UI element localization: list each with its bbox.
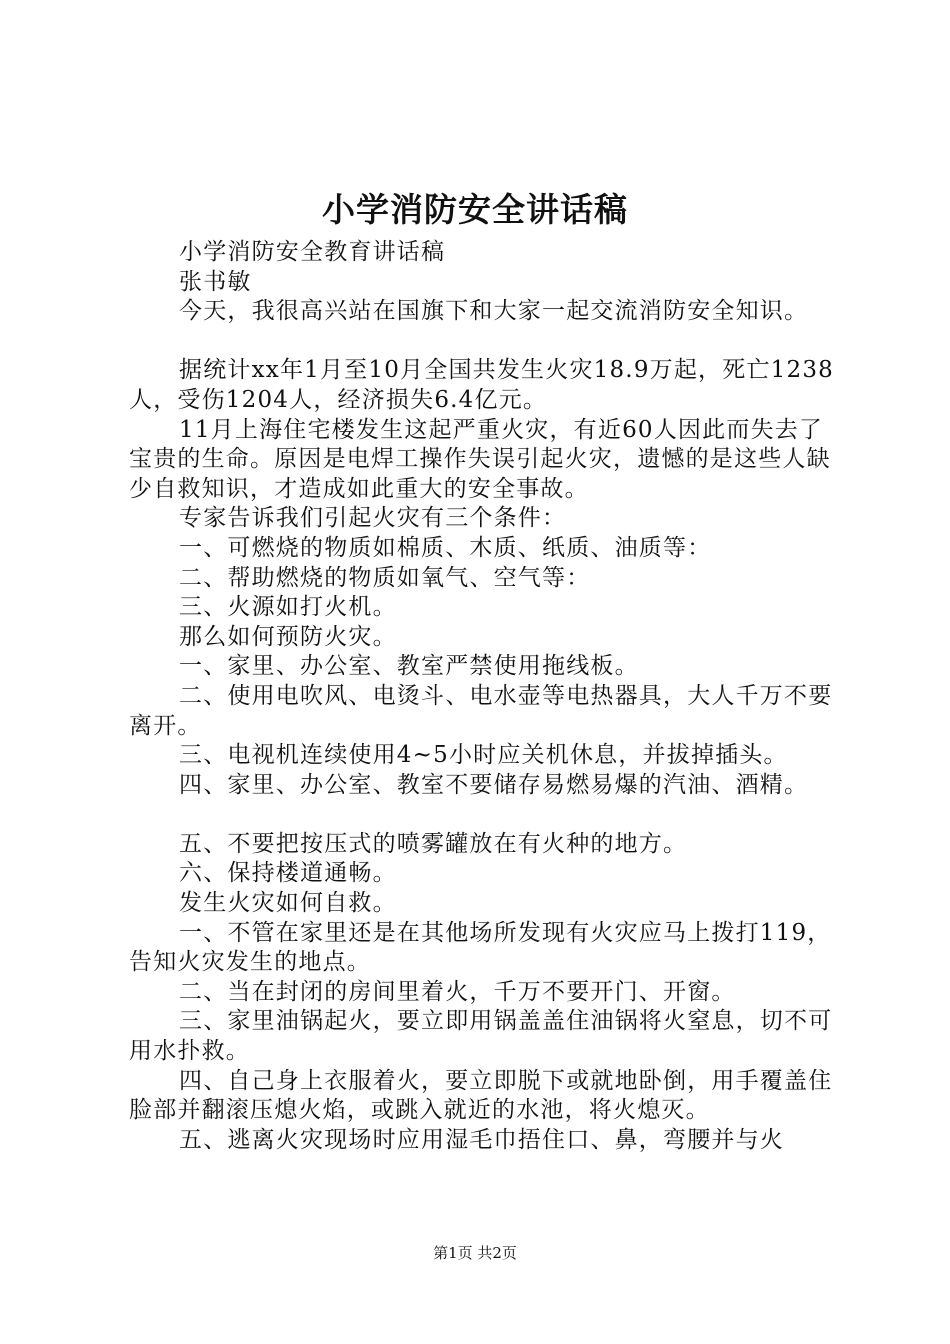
paragraph-statistics: 据统计xx年1月至10月全国共发生火灾18.9万起，死亡1238人，受伤1204人，经济损失6.4亿元。 <box>129 357 834 413</box>
page-number-footer: 第1页 共2页 <box>433 1244 517 1262</box>
paragraph-prevention-5: 五、不要把按压式的喷雾罐放在有火种的地方。 <box>179 830 688 857</box>
paragraph-selfrescue-5: 五、逃离火灾现场时应用湿毛巾捂住口、鼻，弯腰并与火 <box>179 1126 784 1153</box>
paragraph-author: 张书敏 <box>179 268 252 295</box>
document-body <box>129 238 841 1155</box>
paragraph-subtitle: 小学消防安全教育讲话稿 <box>179 239 446 265</box>
paragraph-condition-1: 一、可燃烧的物质如棉质、木质、纸质、油质等： <box>179 534 712 561</box>
paragraph-condition-3: 三、火源如打火机。 <box>179 594 397 621</box>
paragraph-prevention-2: 二、使用电吹风、电烫斗、电水壶等电热器具，大人千万不要离开。 <box>129 682 833 739</box>
paragraph-selfrescue-2: 二、当在封闭的房间里着火，千万不要开门、开窗。 <box>179 978 736 1005</box>
paragraph-selfrescue-3: 三、家里油锅起火，要立即用锅盖盖住油锅将火窒息，切不可用水扑救。 <box>129 1008 833 1065</box>
paragraph-intro: 今天，我很高兴站在国旗下和大家一起交流消防安全知识。 <box>179 298 809 325</box>
paragraph-prevention-1: 一、家里、办公室、教室严禁使用拖线板。 <box>179 653 639 680</box>
paragraph-selfrescue-4: 四、自己身上衣服着火，要立即脱下或就地卧倒，用手覆盖住脸部并翻滚压熄火焰，或跳入就近的水池，将火熄灭。 <box>129 1067 833 1124</box>
document-title: 小学消防安全讲话稿 <box>322 190 628 229</box>
paragraph-prevention-4: 四、家里、办公室、教室不要储存易燃易爆的汽油、酒精。 <box>179 771 809 798</box>
paragraph-prevention-3: 三、电视机连续使用4~5小时应关机休息，并拔掉插头。 <box>179 742 788 769</box>
paragraph-selfrescue-1: 一、不管在家里还是在其他场所发现有火灾应马上拨打119，告知火灾发生的地点。 <box>129 919 832 976</box>
paragraph-selfrescue-intro: 发生火灾如何自救。 <box>179 890 397 917</box>
paragraph-conditions-intro: 专家告诉我们引起火灾有三个条件： <box>179 505 567 532</box>
paragraph-condition-2: 二、帮助燃烧的物质如氧气、空气等： <box>179 564 591 591</box>
paragraph-prevention-intro: 那么如何预防火灾。 <box>179 623 397 650</box>
paragraph-prevention-6: 六、保持楼道通畅。 <box>179 860 397 887</box>
paragraph-shanghai-fire: 11月上海住宅楼发生这起严重火灾，有近60人因此而失去了宝贵的生命。原因是电焊工操作失误引起火灾，遗憾的是这些人缺少自救知识，才造成如此重大的安全事故。 <box>129 416 831 502</box>
